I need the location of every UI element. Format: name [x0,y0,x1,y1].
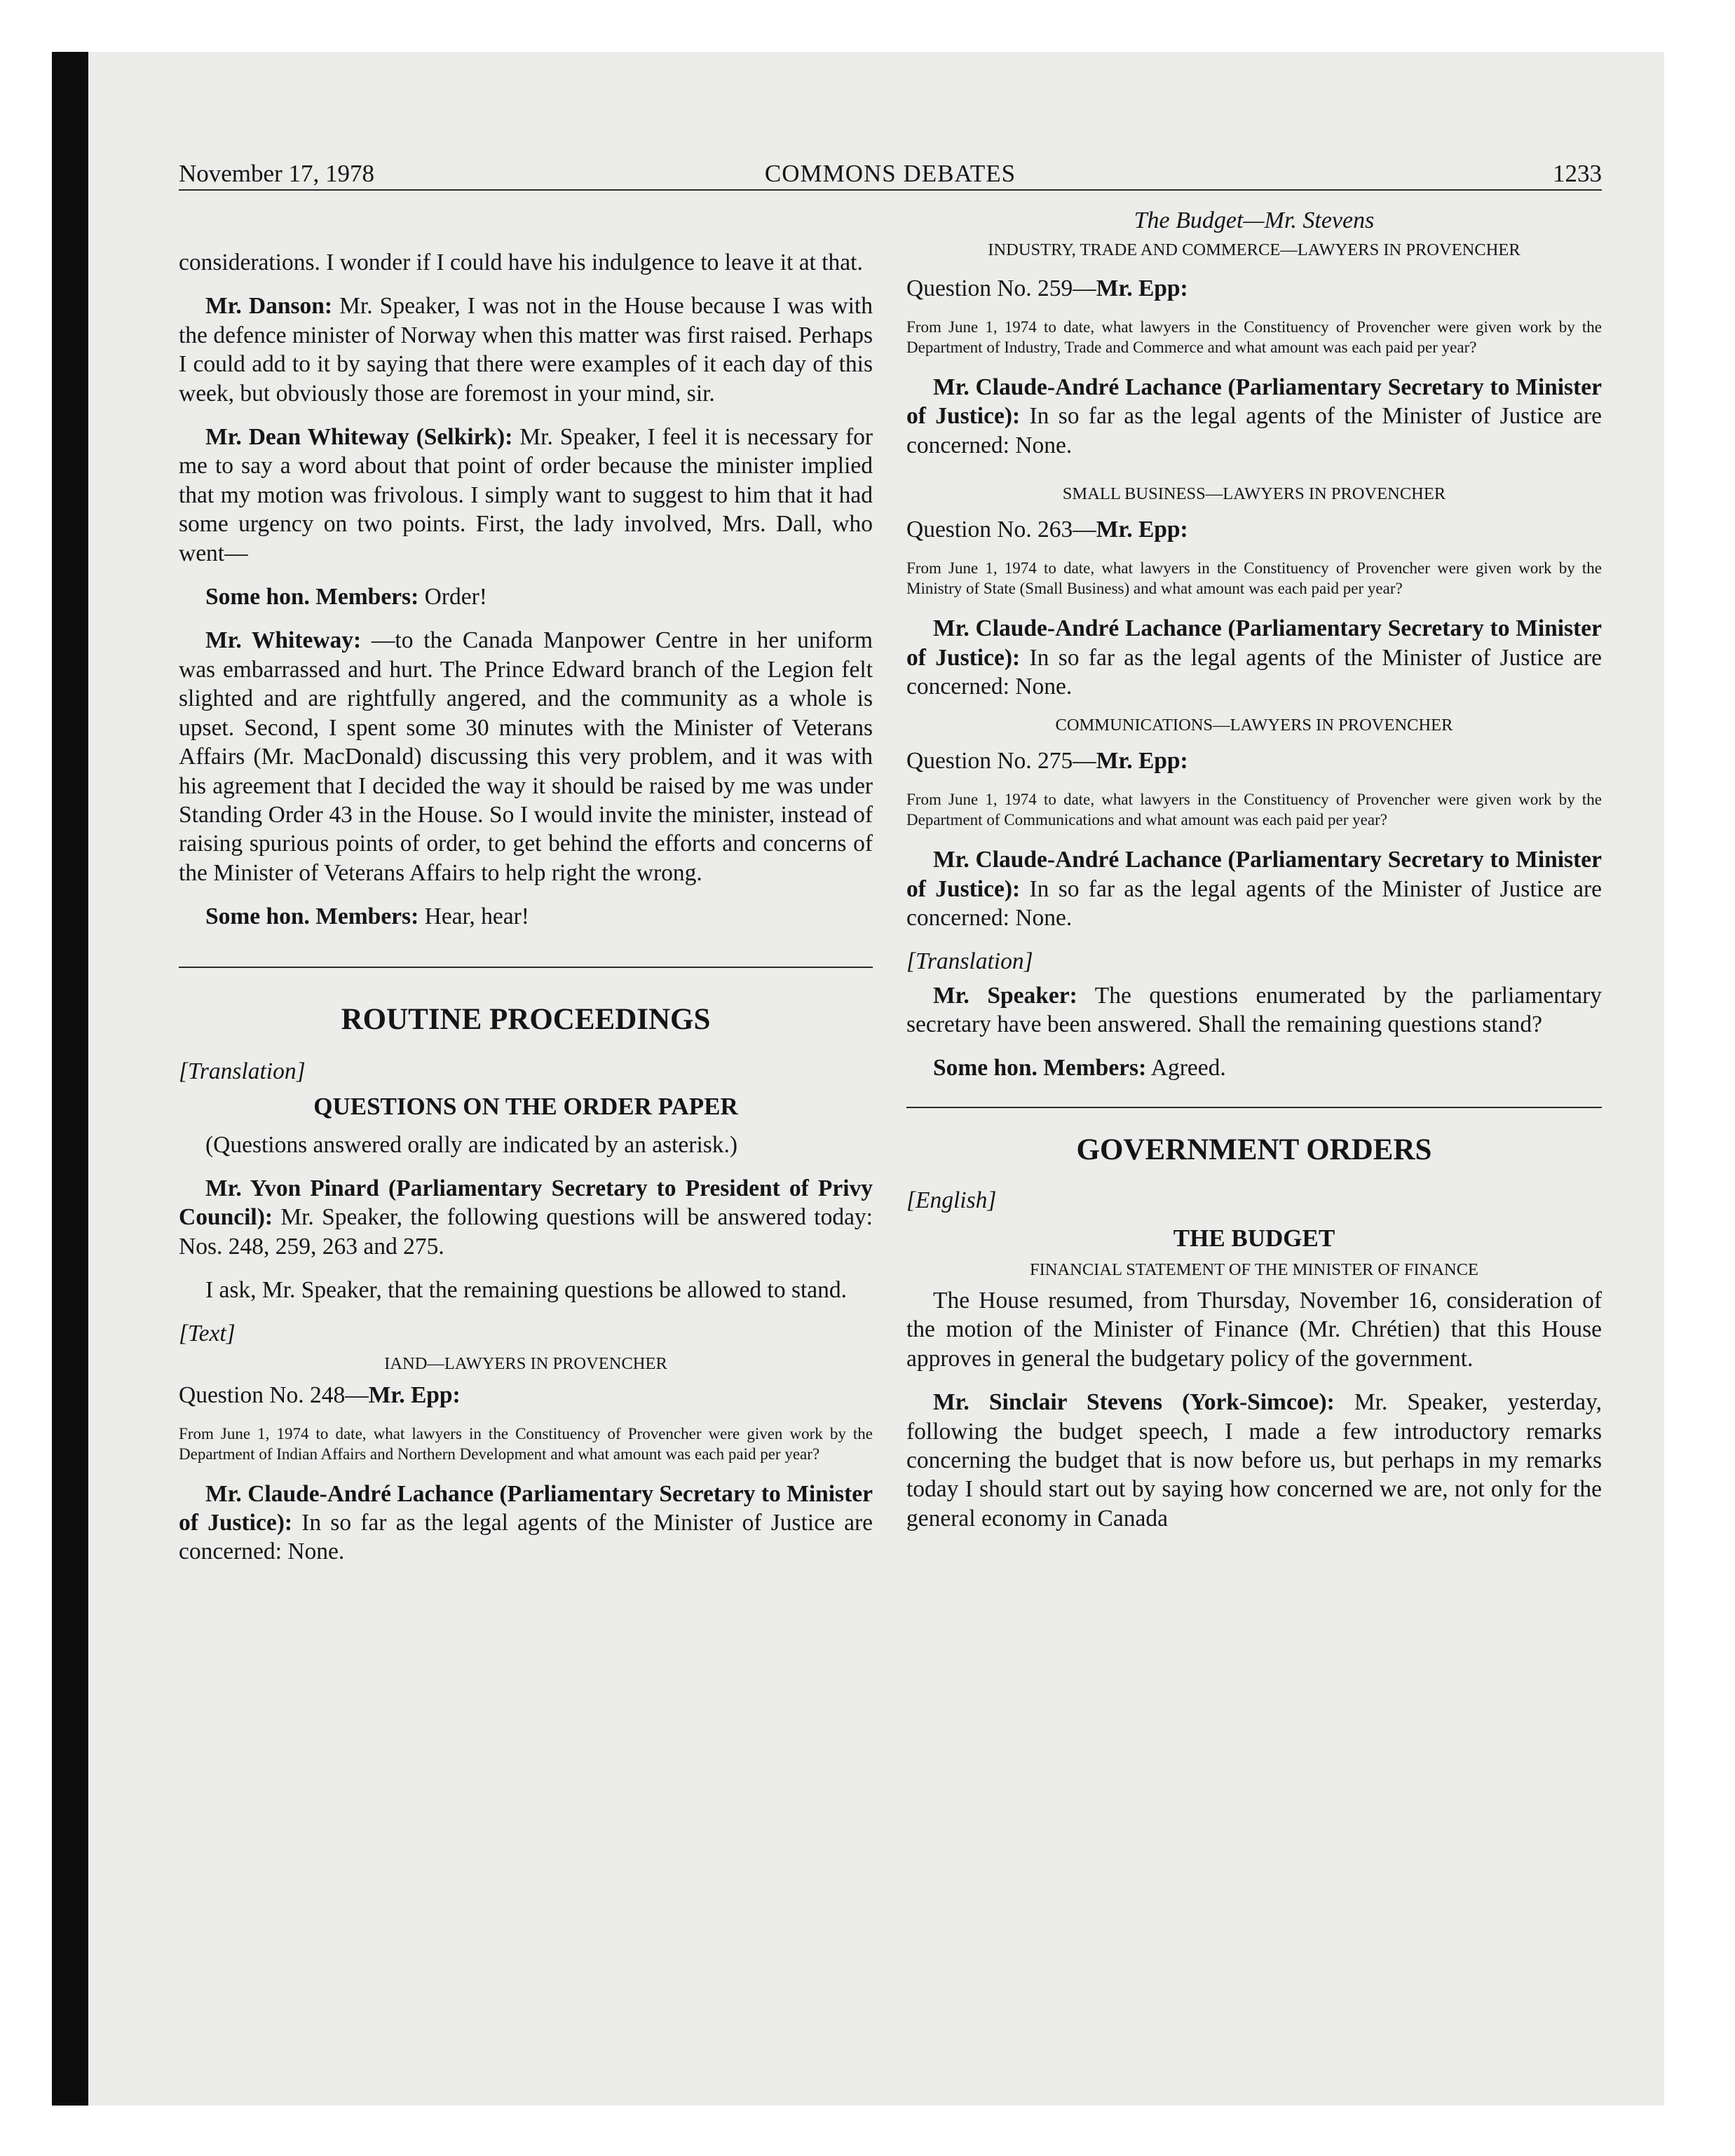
language-tag-translation: [Translation] [906,948,1033,974]
heading-government-orders: GOVERNMENT ORDERS [1076,1133,1432,1166]
speaker-name: Mr. Danson: [205,293,333,320]
heading-questions-order-paper: QUESTIONS ON THE ORDER PAPER [313,1092,738,1120]
left-column [179,200,873,1581]
speech-text: In so far as the legal agents of the Minister of Justice are concerned: None. [906,644,1603,700]
question-248-text: From June 1, 1974 to date, what lawyers in the Constituency of Provencher were given work by the Department of Indian Affairs and Northern Development and what amount was each paid per year? [179,1424,873,1463]
running-title: The Budget—Mr. Stevens [1134,207,1375,233]
speaker-name: Mr. Dean Whiteway (Selkirk): [205,424,513,451]
speech-text: In so far as the legal agents of the Minister of Justice are concerned: None. [906,875,1603,932]
speech-text: Hear, hear! [424,903,529,930]
speech-text: Mr. Speaker, I was not in the House because I was with the defence minister of Norway when this matter was first raised. Perhaps I could add to it by saying that there were examples of it each day of this week, but obviously those are foremost in your mind, sir. [179,293,873,407]
section-divider [906,1107,1602,1108]
speech-text: —to the Canada Manpower Centre in her uniform was embarrassed and hurt. The Prince Edward branch of the Legion felt slighted and are rightfully angered, and the community as a whole is upset. Second, I spent some 30 minutes with the Minister of Veterans Affairs (Mr. MacDonald) discussing this very problem, and it was with his agreement that I decided the way it should be raised by me was under Standing Order 43 in the House. So I would invite the minister, instead of raising spurious points of order, to get behind the efforts and concerns of the Minister of Veterans Affairs to help right the wrong. [179,627,873,886]
speaker-name: Mr. Claude-André Lachance (Parliamentary Secretary to Minister of Justice): [906,847,1602,902]
paragraph-house-resumed: The House resumed, from Thursday, November 16, consideration of the motion of the Minister of Finance (Mr. Chrétien) that this House approves in general the budgetary policy of the government. [906,1287,1602,1372]
subheading-financial-statement: FINANCIAL STATEMENT OF THE MINISTER OF FINANCE [1029,1260,1479,1279]
speech-text: The questions enumerated by the parliamentary secretary have been answered. Shall the remaining questions stand? [906,982,1602,1038]
question-259-text: From June 1, 1974 to date, what lawyers in the Constituency of Provencher were given work by the Department of Industry, Trade and Commerce and what amount was each paid per year? [906,318,1602,356]
question-259 [906,275,1602,303]
answer-275 [906,845,1602,932]
speaker-name: Mr. Claude-André Lachance (Parliamentary Secretary to Minister of Justice): [179,1480,873,1536]
header-date: November 17, 1978 [179,160,374,187]
question-asker: Mr. Epp: [1096,748,1188,775]
question-275 [906,747,1602,775]
question-label: Question No. 259— [906,275,1096,301]
paragraph-members-hear [179,902,873,931]
speech-text: Mr. Speaker, yesterday, following the budget speech, I made a few introductory remarks concerning the budget that is now before us, but perhaps in my remarks today I should start out by saying how concerned we are, not only for the general economy in Canada [906,1389,1602,1531]
language-tag-translation: [Translation] [179,1058,306,1084]
paragraph-members-order [179,582,873,611]
question-275-text: From June 1, 1974 to date, what lawyers in the Constituency of Provencher were given work by the Department of Communications and what amount was each paid per year? [906,791,1602,829]
scan-binding-edge [52,52,88,2106]
speech-text: Agreed. [1150,1055,1226,1082]
paragraph-pinard [179,1174,873,1261]
header-page-number: 1233 [1553,160,1602,187]
speech-text: Order! [424,584,487,610]
subheading-communications: COMMUNICATIONS—LAWYERS IN PROVENCHER [1055,716,1453,735]
header-title: COMMONS DEBATES [764,160,1016,187]
answer-248 [179,1480,873,1567]
subheading-industry-trade: INDUSTRY, TRADE AND COMMERCE—LAWYERS IN PROVENCHER [988,240,1520,259]
paragraph-danson [179,292,873,408]
subheading-iand: IAND—LAWYERS IN PROVENCHER [384,1353,667,1373]
subheading-small-business: SMALL BUSINESS—LAWYERS IN PROVENCHER [1062,484,1446,504]
heading-routine-proceedings: ROUTINE PROCEEDINGS [341,1002,711,1036]
answer-259 [906,373,1602,460]
speaker-name: Mr. Sinclair Stevens (York-Simcoe): [933,1389,1335,1416]
question-263 [906,516,1602,544]
paragraph-ask: I ask, Mr. Speaker, that the remaining questions be allowed to stand. [205,1277,848,1304]
question-asker: Mr. Epp: [1096,275,1188,301]
answer-263 [906,614,1602,701]
question-asker: Mr. Epp: [368,1381,461,1408]
speaker-name: Some hon. Members: [205,584,419,610]
paragraph-stevens [906,1388,1602,1533]
question-label: Question No. 248— [179,1381,369,1408]
paragraph-whiteway [179,423,873,568]
speaker-name: Mr. Whiteway: [205,627,362,654]
speaker-name: Mr. Claude-André Lachance (Parliamentary Secretary to Minister of Justice): [906,374,1602,430]
speech-text: Mr. Speaker, the following questions will be answered today: Nos. 248, 259, 263 and 275. [179,1204,873,1260]
language-tag-english: [English] [906,1187,997,1213]
question-248 [179,1381,873,1410]
question-263-text: From June 1, 1974 to date, what lawyers in the Constituency of Provencher were given work by the Ministry of State (Small Business) and what amount was each paid per year? [906,559,1602,598]
paragraph-considerations: considerations. I wonder if I could have his indulgence to leave it at that. [179,250,863,275]
page-header [179,156,1602,191]
speech-text: Mr. Speaker, I feel it is necessary for me to say a word about that point of order because the minister implied that my motion was frivolous. I simply want to suggest to him that it had some urgency on two points. First, the lady involved, Mrs. Dall, who went— [179,424,873,566]
speaker-name: Some hon. Members: [205,903,419,930]
question-asker: Mr. Epp: [1096,517,1188,543]
question-label: Question No. 263— [906,517,1096,543]
speaker-name: Mr. Claude-André Lachance (Parliamentary Secretary to Minister of Justice): [906,615,1602,671]
speech-text: In so far as the legal agents of the Minister of Justice are concerned: None. [906,403,1603,458]
speaker-name: Mr. Speaker: [933,982,1077,1009]
paragraph-whiteway-continued [179,626,873,887]
heading-the-budget: THE BUDGET [1173,1224,1335,1252]
language-tag-text: [Text] [179,1320,236,1346]
asterisk-note: (Questions answered orally are indicated by an asterisk.) [205,1131,738,1158]
paragraph-members-agreed [906,1053,1602,1082]
paragraph-speaker [906,981,1602,1039]
question-label: Question No. 275— [906,748,1096,775]
speaker-name: Some hon. Members: [933,1055,1147,1082]
section-divider [179,967,873,968]
speaker-name: Mr. Yvon Pinard (Parliamentary Secretary to President of Privy Council): [179,1175,873,1231]
speech-text: In so far as the legal agents of the Minister of Justice are concerned: None. [179,1509,873,1565]
right-column [906,200,1602,1548]
